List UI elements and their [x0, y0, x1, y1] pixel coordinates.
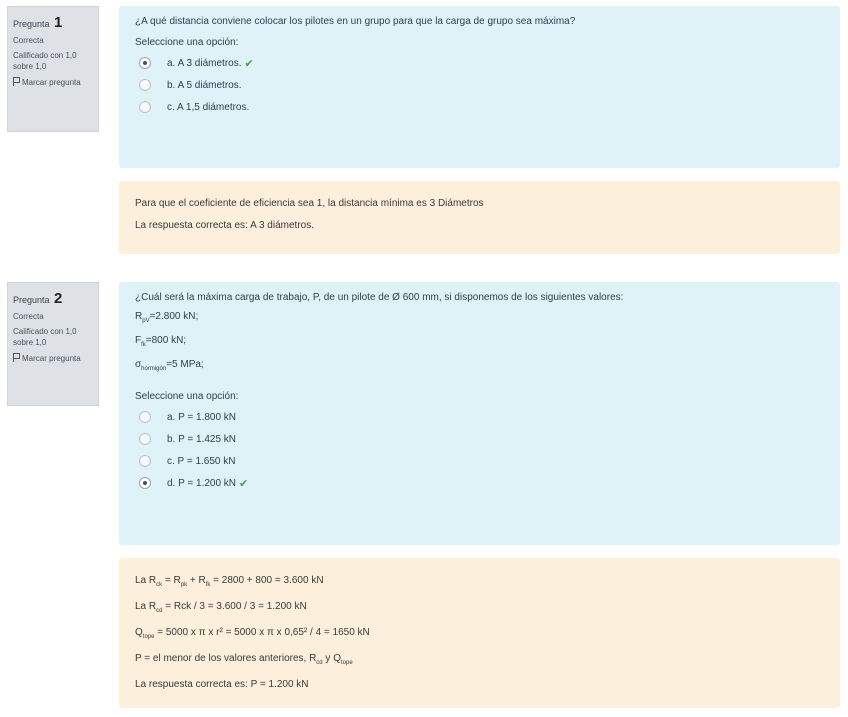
question-text: ¿A qué distancia conviene colocar los pilotes en un grupo para que la carga de grupo sea máxima?	[135, 16, 576, 27]
radio-unselected[interactable]	[139, 79, 151, 91]
flag-icon	[13, 77, 20, 86]
question-1-content	[119, 6, 840, 168]
check-icon: ✔	[239, 477, 249, 490]
question-info-2	[7, 282, 99, 406]
option-label: a. P = 1.800 kN	[167, 411, 237, 423]
question-2-feedback	[119, 558, 840, 708]
option-label: d. P = 1.200 kN	[167, 477, 237, 489]
value-rpv: $R_{pV}=2.800$ kN;	[135, 311, 199, 324]
option-label: c. P = 1.650 kN	[167, 455, 236, 467]
question-1-feedback	[119, 181, 840, 254]
answer-option[interactable]	[135, 96, 824, 118]
select-prompt: Seleccione una opción:	[135, 391, 239, 402]
question-2-content	[119, 282, 840, 545]
question-info-1	[7, 6, 99, 132]
flag-question-link[interactable]: Marcar pregunta	[13, 77, 93, 89]
option-label: b. A 5 diámetros.	[167, 79, 242, 91]
feedback-line: P = el menor de los valores anteriores, $R_{cd}$ y $Q_{tope}$	[135, 653, 353, 666]
value-sigma: $\sigma_{hormigón}=5$ MPa;	[135, 359, 204, 372]
feedback-line: $Q_{tope} = 5000$ x π x r² = 5000 x π x 0,65² / 4 = 1650 kN	[135, 627, 370, 640]
feedback-text: Para que el coeficiente de eficiencia sea 1, la distancia mínima es 3 Diámetros	[135, 198, 484, 209]
answer-option[interactable]	[135, 472, 824, 494]
feedback-line: La $R_{ck} = R_{pk} + R_{fk} = 2800 + 800 = 3.600$ kN	[135, 575, 324, 588]
option-label: c. A 1,5 diámetros.	[167, 101, 250, 113]
radio-unselected[interactable]	[139, 433, 151, 445]
flag-question-link[interactable]: Marcar pregunta	[13, 353, 93, 365]
question-grade: Calificado con 1,0 sobre 1,0	[13, 51, 77, 71]
correct-answer: La respuesta correcta es: P = 1.200 kN	[135, 679, 309, 690]
correct-answer: La respuesta correcta es: A 3 diámetros.	[135, 220, 314, 231]
option-label: a. A 3 diámetros.	[167, 57, 242, 69]
value-ffk: $F_{fk}=800$ kN;	[135, 335, 187, 348]
answer-option[interactable]	[135, 428, 824, 450]
radio-unselected[interactable]	[139, 101, 151, 113]
question-status: Correcta	[13, 312, 44, 322]
answer-option[interactable]	[135, 450, 824, 472]
question-status: Correcta	[13, 36, 44, 46]
option-label: b. P = 1.425 kN	[167, 433, 237, 445]
flag-icon	[13, 353, 20, 362]
radio-selected[interactable]	[139, 57, 151, 69]
check-icon: ✔	[244, 57, 254, 70]
feedback-line: La $R_{cd}$ = Rck / 3 = 3.600 / 3 = 1.200 kN	[135, 601, 307, 614]
answer-option[interactable]	[135, 52, 824, 74]
question-number: Pregunta 2	[13, 290, 63, 307]
radio-unselected[interactable]	[139, 411, 151, 423]
question-text: ¿Cuál será la máxima carga de trabajo, P, de un pilote de Ø 600 mm, si disponemos de los siguientes valores:	[135, 292, 624, 303]
select-prompt: Seleccione una opción:	[135, 37, 239, 48]
answer-option[interactable]	[135, 406, 824, 428]
answer-option[interactable]	[135, 74, 824, 96]
radio-selected[interactable]	[139, 477, 151, 489]
radio-unselected[interactable]	[139, 455, 151, 467]
question-grade: Calificado con 1,0 sobre 1,0	[13, 327, 77, 347]
question-number: Pregunta 1	[13, 14, 63, 31]
